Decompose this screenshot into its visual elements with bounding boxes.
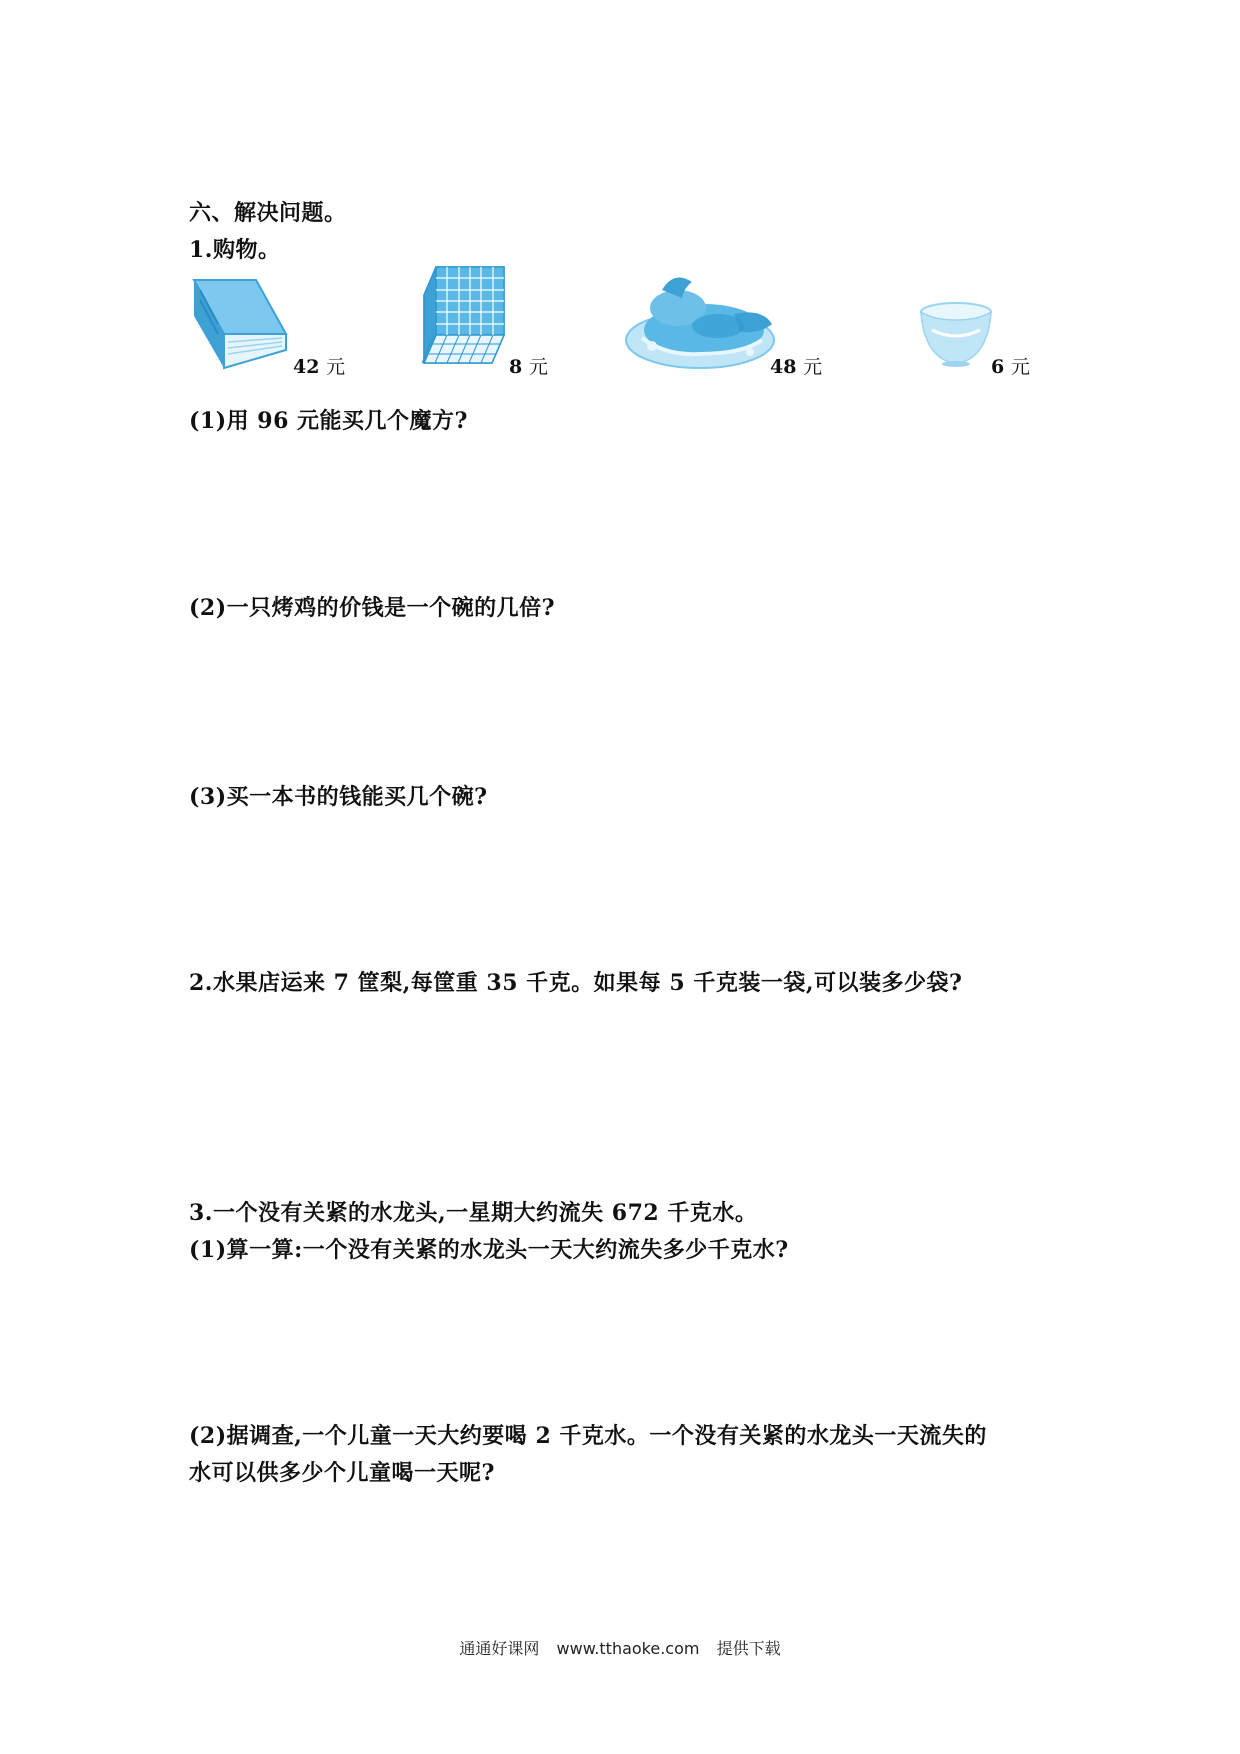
- roast-chicken-icon: [622, 268, 778, 376]
- section-title: 六、解决问题。: [189, 200, 347, 226]
- question-1-3: (3)买一本书的钱能买几个碗?: [189, 784, 488, 810]
- bowl-icon: [918, 300, 994, 374]
- magic-cube-icon: [418, 263, 510, 371]
- question-2: 2.水果店运来 7 筐梨,每筐重 35 千克。如果每 5 千克装一袋,可以装多少袋?: [189, 970, 963, 996]
- book-icon: [186, 276, 296, 378]
- question-3-2-line-1: (2)据调查,一个儿童一天大约要喝 2 千克水。一个没有关紧的水龙头一天流失的: [189, 1423, 987, 1449]
- footer-site-name: 通通好课网: [459, 1639, 540, 1658]
- footer-note: 提供下载: [716, 1639, 781, 1658]
- question-3-1: (1)算一算:一个没有关紧的水龙头一天大约流失多少千克水?: [189, 1237, 789, 1263]
- question-3-title: 3.一个没有关紧的水龙头,一星期大约流失 672 千克水。: [189, 1200, 758, 1226]
- chicken-price: 48 元: [770, 356, 823, 378]
- bowl-price: 6 元: [991, 356, 1030, 378]
- page-footer: [0, 1636, 1240, 1659]
- question-1-title: 1.购物。: [189, 237, 281, 263]
- book-price: 42 元: [293, 356, 346, 378]
- footer-url[interactable]: www.tthaoke.com: [556, 1639, 700, 1658]
- question-3-2-line-2: 水可以供多少个儿童喝一天呢?: [189, 1460, 495, 1486]
- question-1-1: (1)用 96 元能买几个魔方?: [189, 408, 468, 434]
- cube-price: 8 元: [509, 356, 548, 378]
- question-1-2: (2)一只烤鸡的价钱是一个碗的几倍?: [189, 595, 556, 621]
